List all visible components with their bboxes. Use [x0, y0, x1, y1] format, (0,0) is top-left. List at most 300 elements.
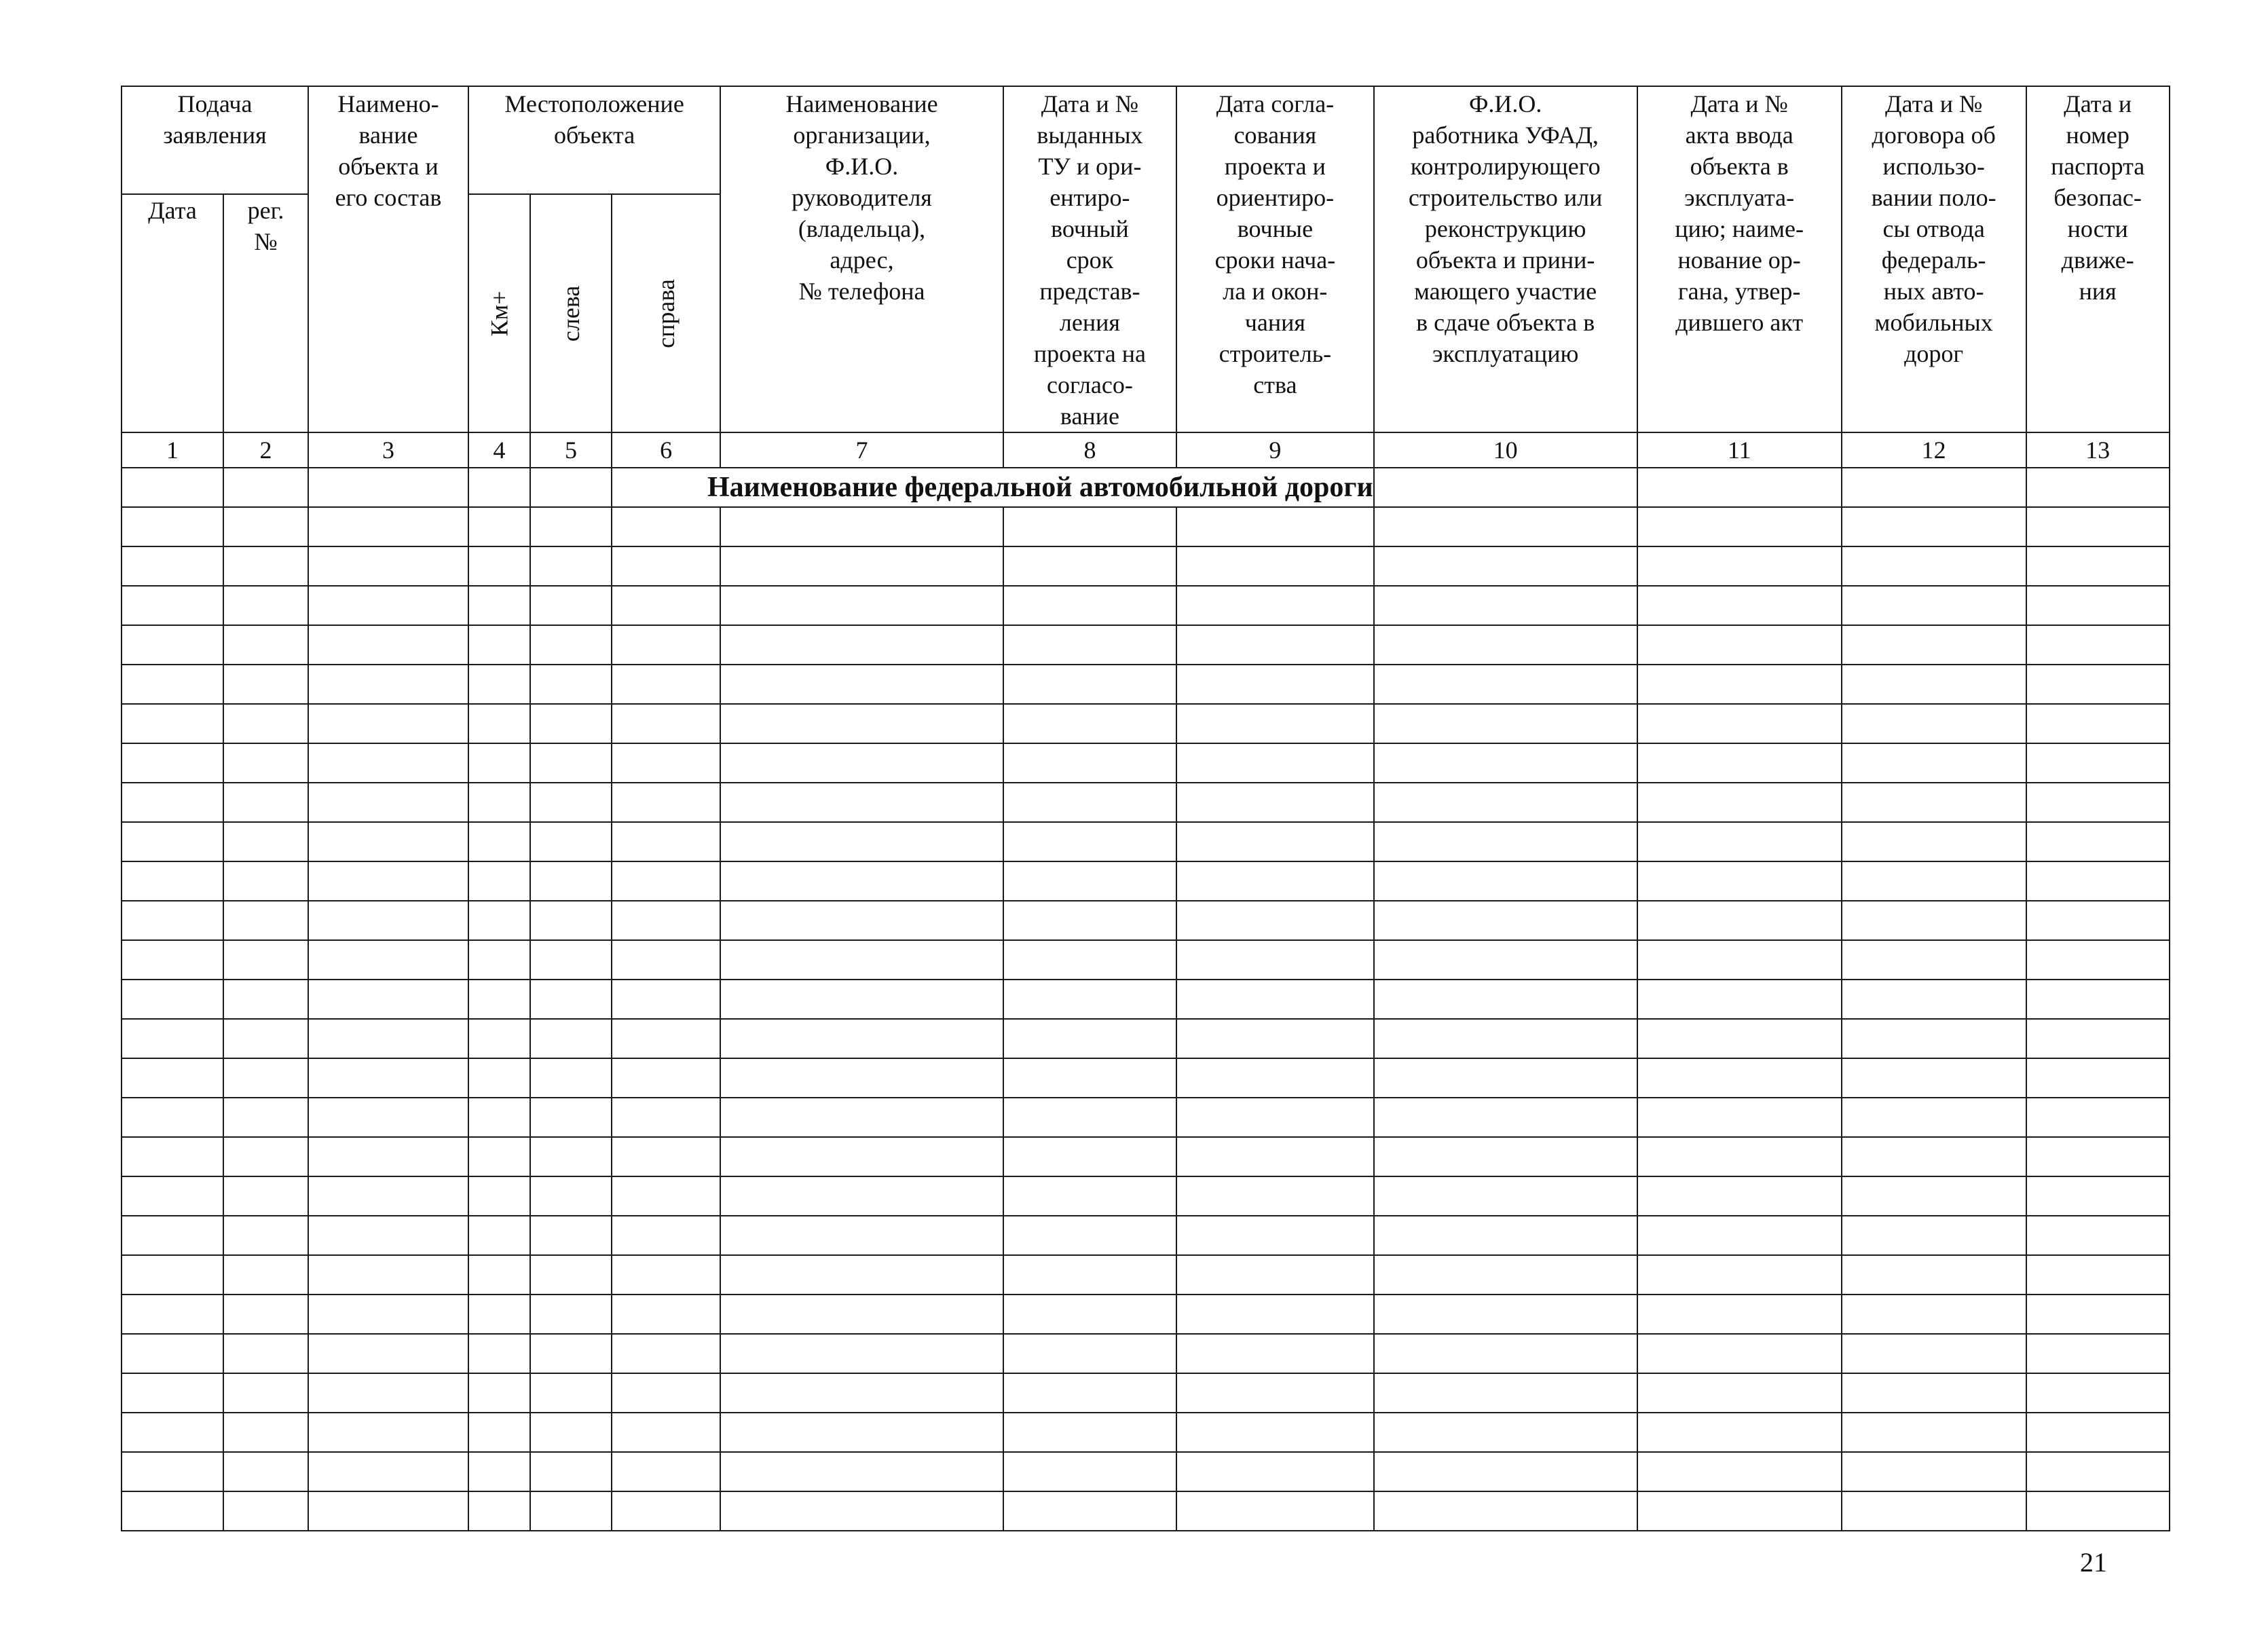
table-cell [308, 901, 468, 940]
table-cell [720, 1255, 1003, 1295]
table-cell [1842, 1413, 2026, 1452]
table-cell [308, 1137, 468, 1176]
header-approval: Дата согла- сования проекта и ориентиро- вочные сроки нача- ла и окон- чания строитель- ства [1176, 86, 1374, 432]
table-cell [530, 1334, 612, 1373]
header-location-right [612, 194, 720, 432]
table-cell [720, 1334, 1003, 1373]
table-cell [308, 980, 468, 1019]
header-commissioning-act: Дата и № акта ввода объекта в эксплуата- цию; наиме- нование ор- гана, утвер- дившего акт [1637, 86, 1842, 432]
table-cell [1842, 586, 2026, 625]
table-cell [468, 980, 530, 1019]
table-cell [1003, 1452, 1176, 1491]
table-cell [720, 783, 1003, 822]
table-cell [2026, 940, 2170, 980]
table-cell [612, 1452, 720, 1491]
table-cell [1842, 822, 2026, 861]
table-cell [612, 940, 720, 980]
table-cell [1637, 625, 1842, 665]
table-row [122, 1216, 2170, 1255]
table-cell [122, 1452, 223, 1491]
table-cell [1374, 1452, 1637, 1491]
table-cell [720, 861, 1003, 901]
table-cell [1374, 901, 1637, 940]
table-cell [223, 1295, 308, 1334]
table-cell [1374, 625, 1637, 665]
table-cell [122, 665, 223, 704]
table-cell [308, 1413, 468, 1452]
table-cell [122, 1216, 223, 1255]
table-cell [1374, 822, 1637, 861]
table-cell [468, 586, 530, 625]
table-cell [122, 1098, 223, 1137]
table-cell [1176, 1452, 1374, 1491]
table-cell [1003, 783, 1176, 822]
table-body [122, 468, 2170, 507]
table-cell [468, 861, 530, 901]
column-number: 5 [530, 432, 612, 468]
table-row [122, 704, 2170, 743]
table-cell [612, 901, 720, 940]
table-cell [1374, 861, 1637, 901]
table-cell [468, 1413, 530, 1452]
table-cell [223, 1216, 308, 1255]
header-organization: Наименование организации, Ф.И.О. руководителя (владельца), адрес, № телефона [720, 86, 1003, 432]
header-submission: Подача заявления [122, 86, 308, 194]
table-cell [223, 1019, 308, 1058]
table-cell [530, 546, 612, 586]
table-cell [308, 507, 468, 546]
table-cell [530, 704, 612, 743]
table-cell [1003, 1491, 1176, 1531]
table-cell [468, 625, 530, 665]
table-row [122, 861, 2170, 901]
table-cell [308, 1098, 468, 1137]
table-cell [1374, 1491, 1637, 1531]
table-cell [1176, 901, 1374, 940]
table-cell [122, 1295, 223, 1334]
table-cell [1637, 1452, 1842, 1491]
table-cell [1374, 586, 1637, 625]
table-cell [468, 665, 530, 704]
header-location-km [468, 194, 530, 432]
column-numbers-row [122, 432, 2170, 468]
column-number: 3 [308, 432, 468, 468]
table-cell [612, 783, 720, 822]
table-cell [223, 625, 308, 665]
table-cell [122, 546, 223, 586]
table-cell [223, 507, 308, 546]
column-number: 11 [1637, 432, 1842, 468]
table-cell [2026, 901, 2170, 940]
table-cell [468, 1295, 530, 1334]
table-cell [1842, 665, 2026, 704]
table-cell [1003, 507, 1176, 546]
table-cell [1637, 901, 1842, 940]
table-cell [2026, 1216, 2170, 1255]
table-cell [468, 743, 530, 783]
table-cell [530, 1019, 612, 1058]
table-cell [1176, 1491, 1374, 1531]
table-cell [223, 1491, 308, 1531]
column-number: 10 [1374, 432, 1637, 468]
table-cell [1374, 783, 1637, 822]
table-cell [2026, 704, 2170, 743]
table-cell [122, 1491, 223, 1531]
table-cell [1176, 743, 1374, 783]
header-submission-reg: рег. № [223, 194, 308, 432]
table-cell [720, 546, 1003, 586]
table-cell [1176, 1176, 1374, 1216]
table-cell [308, 468, 468, 507]
table-cell [223, 1058, 308, 1098]
table-cell [612, 980, 720, 1019]
table-cell [720, 1491, 1003, 1531]
table-cell [1176, 980, 1374, 1019]
table-cell [1637, 1295, 1842, 1334]
table-cell [2026, 1255, 2170, 1295]
table-cell [223, 861, 308, 901]
table-cell [308, 1176, 468, 1216]
blank-rows [122, 507, 2170, 1531]
table-cell [1374, 1058, 1637, 1098]
table-cell [1003, 1098, 1176, 1137]
table-row [122, 1255, 2170, 1295]
table-cell [530, 1295, 612, 1334]
table-cell [612, 1216, 720, 1255]
table-cell [612, 1334, 720, 1373]
column-number: 7 [720, 432, 1003, 468]
table-cell [1637, 1491, 1842, 1531]
header-row-use-contract: Дата и № договора об использо- вании поло- сы отвода федераль- ных авто- мобильных дорог [1842, 86, 2026, 432]
table-cell [122, 586, 223, 625]
table-cell [1176, 665, 1374, 704]
table-row [122, 507, 2170, 546]
table-cell [308, 1373, 468, 1413]
header-safety-passport: Дата и номер паспорта безопас- ности движе- ния [2026, 86, 2170, 432]
table-cell [308, 704, 468, 743]
column-number: 2 [223, 432, 308, 468]
table-cell [122, 625, 223, 665]
header-ufad-staff: Ф.И.О. работника УФАД, контролирующего строительство или реконструкцию объекта и прини- мающего участие в сдаче объекта в эксплуатацию [1374, 86, 1637, 432]
table-cell [1176, 507, 1374, 546]
table-row [122, 546, 2170, 586]
table-cell [612, 546, 720, 586]
table-cell [122, 783, 223, 822]
header-location-right-text: справа [652, 278, 680, 348]
table-cell [308, 822, 468, 861]
table-cell [223, 901, 308, 940]
table-cell [223, 1452, 308, 1491]
table-row [122, 665, 2170, 704]
table-cell [1374, 1295, 1637, 1334]
table-cell [1842, 743, 2026, 783]
table-cell [720, 822, 1003, 861]
table-row [122, 1019, 2170, 1058]
table-cell [530, 1058, 612, 1098]
table-cell [468, 1019, 530, 1058]
table-cell [720, 586, 1003, 625]
table-cell [2026, 625, 2170, 665]
table-cell [1003, 1216, 1176, 1255]
table-cell [612, 822, 720, 861]
table-cell [468, 1098, 530, 1137]
table-cell [1003, 980, 1176, 1019]
table-cell [223, 980, 308, 1019]
table-cell [1003, 901, 1176, 940]
table-cell [1374, 743, 1637, 783]
table-cell [1637, 1373, 1842, 1413]
table-cell [1003, 1373, 1176, 1413]
table-cell [530, 980, 612, 1019]
table-cell [720, 1176, 1003, 1216]
table-cell [2026, 665, 2170, 704]
table-cell [122, 1373, 223, 1413]
table-cell [468, 901, 530, 940]
table-cell [720, 901, 1003, 940]
table-cell [2026, 468, 2170, 507]
table-cell [1176, 625, 1374, 665]
table-cell [612, 1058, 720, 1098]
table-cell [720, 980, 1003, 1019]
table-cell [1176, 704, 1374, 743]
table-cell [223, 1373, 308, 1413]
table-cell [468, 1137, 530, 1176]
table-cell [122, 1176, 223, 1216]
table-cell [1842, 940, 2026, 980]
table-cell [1374, 1255, 1637, 1295]
table-cell [1637, 822, 1842, 861]
table-cell [122, 1058, 223, 1098]
table-cell [122, 940, 223, 980]
table-row [122, 1176, 2170, 1216]
header-location-km-text: Км+ [485, 291, 513, 337]
table-row [122, 1295, 2170, 1334]
column-number: 8 [1003, 432, 1176, 468]
table-cell [223, 1413, 308, 1452]
table-cell [1842, 1491, 2026, 1531]
table-cell [2026, 507, 2170, 546]
table-cell [1637, 704, 1842, 743]
table-cell [223, 940, 308, 980]
table-cell [1003, 1295, 1176, 1334]
table-cell [468, 1452, 530, 1491]
table-cell [1637, 861, 1842, 901]
table-cell [468, 822, 530, 861]
table-cell [468, 507, 530, 546]
table-cell [2026, 1295, 2170, 1334]
table-cell [612, 704, 720, 743]
table-cell [122, 1334, 223, 1373]
table-cell [1637, 586, 1842, 625]
table-cell [468, 783, 530, 822]
table-cell [122, 1019, 223, 1058]
table-cell [720, 625, 1003, 665]
table-cell [1637, 1137, 1842, 1176]
table-cell [1003, 1137, 1176, 1176]
table-cell [308, 861, 468, 901]
table-cell [1637, 783, 1842, 822]
table-cell [530, 861, 612, 901]
table-cell [1374, 546, 1637, 586]
table-cell [1842, 1334, 2026, 1373]
table-cell [530, 1137, 612, 1176]
table-cell [720, 940, 1003, 980]
table-cell [1842, 507, 2026, 546]
table-cell [1176, 546, 1374, 586]
table-cell [308, 665, 468, 704]
table-cell [530, 1216, 612, 1255]
table-cell [2026, 822, 2170, 861]
table-cell [308, 743, 468, 783]
table-cell [308, 546, 468, 586]
table-cell [468, 1176, 530, 1216]
table-cell [1374, 704, 1637, 743]
table-cell [223, 1137, 308, 1176]
table-cell [468, 1255, 530, 1295]
table-cell [1003, 940, 1176, 980]
table-cell [1176, 1216, 1374, 1255]
table-cell [122, 743, 223, 783]
table-row [122, 940, 2170, 980]
table-cell [308, 1255, 468, 1295]
table-cell [308, 783, 468, 822]
table-cell [720, 1098, 1003, 1137]
table-cell [530, 901, 612, 940]
table-cell [612, 507, 720, 546]
table-cell [1842, 1176, 2026, 1216]
table-cell [122, 1255, 223, 1295]
table-row [122, 743, 2170, 783]
table-cell [1003, 1058, 1176, 1098]
table-cell [122, 901, 223, 940]
header-location-left-text: слева [557, 285, 584, 341]
table-row [122, 1373, 2170, 1413]
table-cell [1637, 1334, 1842, 1373]
table-row [122, 1491, 2170, 1531]
table-cell [612, 586, 720, 625]
table-cell [1842, 1058, 2026, 1098]
table-cell [468, 1216, 530, 1255]
table-cell [1176, 822, 1374, 861]
table-cell [1374, 980, 1637, 1019]
table-cell [2026, 1491, 2170, 1531]
table-cell [1003, 546, 1176, 586]
table-header [122, 86, 2170, 468]
table-cell [2026, 1058, 2170, 1098]
table-cell [1637, 743, 1842, 783]
table-cell [308, 1295, 468, 1334]
header-object-name: Наимено- вание объекта и его состав [308, 86, 468, 432]
table-cell [223, 1334, 308, 1373]
table-cell [1637, 940, 1842, 980]
table-cell [720, 665, 1003, 704]
table-cell [1176, 1058, 1374, 1098]
table-cell [223, 546, 308, 586]
table-row [122, 1413, 2170, 1452]
table-cell [2026, 861, 2170, 901]
table-cell [1374, 1098, 1637, 1137]
table-cell [468, 1334, 530, 1373]
table-cell [1176, 861, 1374, 901]
table-cell [2026, 586, 2170, 625]
table-cell [1842, 980, 2026, 1019]
table-cell [1374, 1334, 1637, 1373]
table-cell [223, 822, 308, 861]
table-row [122, 625, 2170, 665]
table-cell [530, 783, 612, 822]
table-row [122, 783, 2170, 822]
table-cell [1637, 1098, 1842, 1137]
table-cell [612, 743, 720, 783]
table-cell [1637, 1255, 1842, 1295]
table-cell [308, 1334, 468, 1373]
table-cell [1176, 940, 1374, 980]
table-cell [1003, 704, 1176, 743]
table-cell [223, 1176, 308, 1216]
table-cell [720, 1295, 1003, 1334]
table-cell [1637, 1058, 1842, 1098]
table-row [122, 1098, 2170, 1137]
table-cell [612, 1295, 720, 1334]
table-cell [122, 1137, 223, 1176]
table-cell [530, 1098, 612, 1137]
table-cell [468, 546, 530, 586]
table-cell [530, 822, 612, 861]
table-cell [530, 1413, 612, 1452]
table-cell [122, 1413, 223, 1452]
table-cell [1374, 1413, 1637, 1452]
table-row [122, 901, 2170, 940]
table-row [122, 980, 2170, 1019]
table-cell [1176, 1098, 1374, 1137]
table-cell [223, 586, 308, 625]
table-cell [308, 1216, 468, 1255]
table-cell [530, 1491, 612, 1531]
table-cell [468, 940, 530, 980]
table-cell [1842, 1295, 2026, 1334]
table-cell [720, 1137, 1003, 1176]
header-submission-date: Дата [122, 194, 223, 432]
table-cell [1176, 1255, 1374, 1295]
table-cell [530, 665, 612, 704]
table-cell [122, 468, 223, 507]
column-number: 6 [612, 432, 720, 468]
table-cell [1176, 586, 1374, 625]
header-location-left [530, 194, 612, 432]
table-cell [1003, 665, 1176, 704]
table-cell [612, 1413, 720, 1452]
table-cell [223, 704, 308, 743]
table-cell [122, 980, 223, 1019]
table-cell [2026, 1334, 2170, 1373]
table-cell [2026, 1176, 2170, 1216]
table-cell [1637, 546, 1842, 586]
table-cell [530, 1176, 612, 1216]
table-cell [1374, 1176, 1637, 1216]
table-cell [1637, 1216, 1842, 1255]
table-cell [1003, 1019, 1176, 1058]
table-row [122, 1452, 2170, 1491]
table-cell [1176, 783, 1374, 822]
table-cell [720, 507, 1003, 546]
table-cell [223, 1255, 308, 1295]
table-cell [1003, 1413, 1176, 1452]
table-cell [2026, 1452, 2170, 1491]
table-cell [720, 1216, 1003, 1255]
table-cell [720, 704, 1003, 743]
table-cell [612, 1137, 720, 1176]
table-cell [1374, 940, 1637, 980]
